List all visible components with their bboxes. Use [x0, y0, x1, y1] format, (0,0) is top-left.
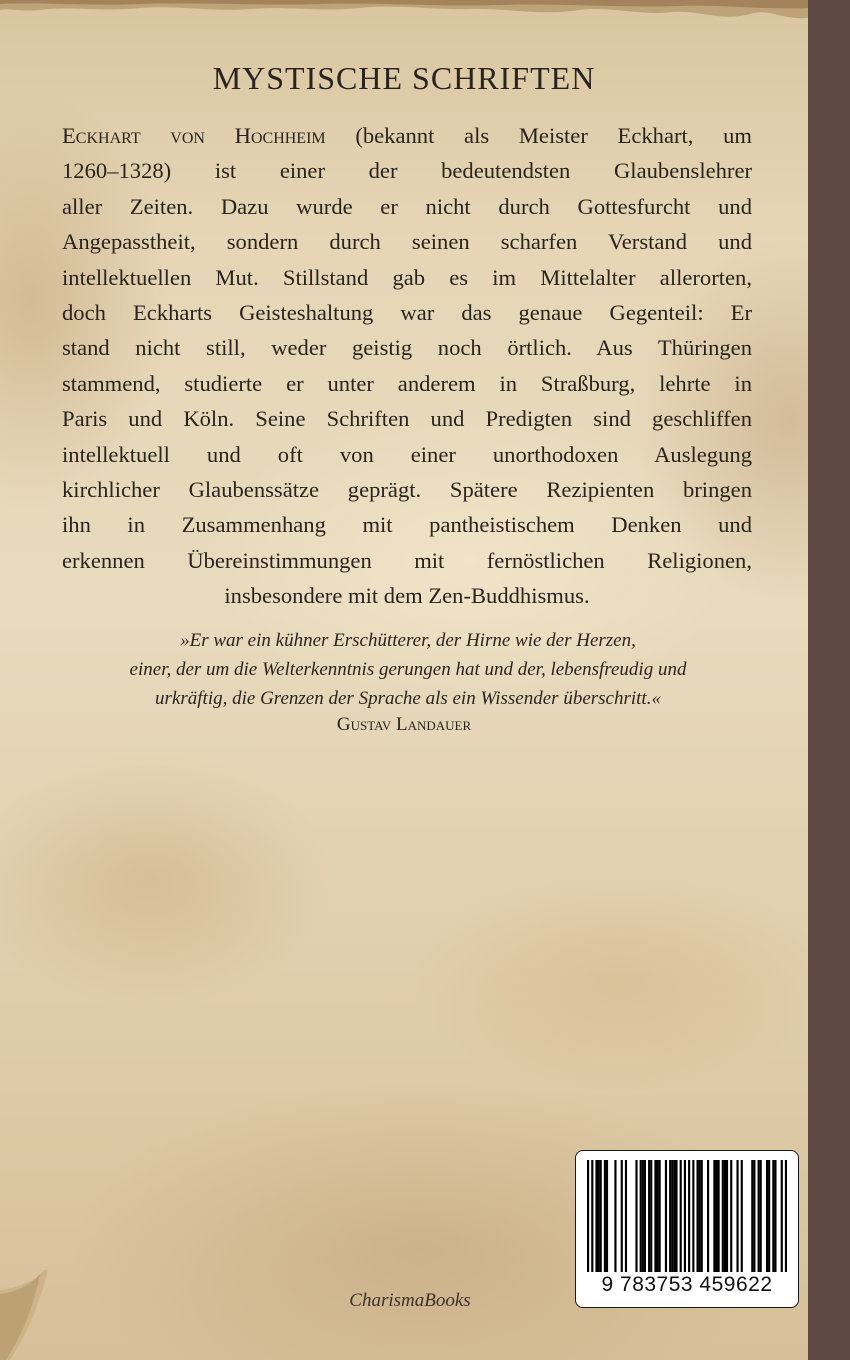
barcode-bar [654, 1160, 656, 1272]
quote-line: »Er war ein kühner Erschütterer, der Hirne wie der Herzen, [180, 630, 636, 651]
barcode-bar [766, 1160, 768, 1272]
barcode-bar [598, 1160, 600, 1272]
barcode-bar [701, 1160, 703, 1272]
blurb-line: stand nicht still, weder geistig noch örtlich. Aus Thüringen [62, 335, 752, 361]
barcode-bars [587, 1160, 787, 1272]
barcode-bar [774, 1160, 776, 1272]
barcode-bar [688, 1160, 690, 1272]
page-corner-curl [0, 1270, 60, 1360]
isbn-number: 9 783753 459622 [601, 1273, 773, 1296]
barcode-bar [760, 1160, 762, 1272]
barcode-bar [772, 1160, 774, 1272]
barcode-bar [614, 1160, 616, 1272]
book-title: MYSTISCHE SCHRIFTEN [212, 60, 596, 96]
barcode-bar [692, 1160, 694, 1272]
barcode-bar [722, 1160, 724, 1272]
blurb-line: 1260–1328) ist einer der bedeutendsten Glaubenslehrer [62, 158, 752, 184]
blurb-line: aller Zeiten. Dazu wurde er nicht durch Gottesfurcht und [62, 193, 752, 219]
blurb-line: intellektuell und oft von einer unorthodoxen Auslegung [62, 441, 752, 467]
blurb-line: intellektuellen Mut. Stillstand gab es im Mittelalter allerorten, [62, 264, 752, 290]
barcode-bar [600, 1160, 602, 1272]
barcode-bar [699, 1160, 701, 1272]
barcode-bar [684, 1160, 686, 1272]
barcode-bar [753, 1160, 755, 1272]
barcode-bar [781, 1160, 783, 1272]
barcode-bar [675, 1160, 677, 1272]
barcode-bar [650, 1160, 652, 1272]
blurb-line: stammend, studierte er unter anderem in Straßburg, lehrte in [62, 370, 752, 396]
torn-top-edge [0, 0, 808, 40]
barcode-bar [648, 1160, 650, 1272]
barcode-bar [730, 1160, 732, 1272]
barcode-bar [768, 1160, 770, 1272]
quote-attribution: Gustav Landauer [336, 714, 472, 735]
author-name: Eckhart von Hochheim [62, 123, 326, 148]
barcode-bar [673, 1160, 675, 1272]
barcode-bar [640, 1160, 642, 1272]
barcode-bar [635, 1160, 637, 1272]
barcode-bar [642, 1160, 644, 1272]
barcode-bar [671, 1160, 673, 1272]
barcode-bar [606, 1160, 608, 1272]
isbn-barcode [575, 1150, 799, 1308]
barcode-bar [718, 1160, 720, 1272]
barcode-bar [656, 1160, 658, 1272]
blurb-line: Angepasstheit, sondern durch seinen scharfen Verstand und [62, 229, 752, 255]
barcode-bar [669, 1160, 671, 1272]
barcode-bar [621, 1160, 623, 1272]
quote-line: einer, der um die Welterkenntnis gerungen hat und der, lebensfreudig und [129, 659, 687, 680]
blurb-line: Paris und Köln. Seine Schriften und Predigten sind geschliffen [62, 406, 752, 432]
barcode-bar [785, 1160, 787, 1272]
blurb-line: erkennen Übereinstimmungen mit fernöstlichen Religionen, [62, 547, 752, 573]
barcode-bar [659, 1160, 661, 1272]
barcode-bar [665, 1160, 667, 1272]
blurb-line: ihn in Zusammenhang mit pantheistischem Denken und [62, 512, 752, 538]
barcode-bar [604, 1160, 606, 1272]
blurb-line: doch Eckharts Geisteshaltung war das genaue Gegenteil: Er [62, 300, 752, 326]
blurb-line: insbesondere mit dem Zen-Buddhismus. [224, 583, 590, 609]
barcode-bar [713, 1160, 715, 1272]
barcode-bar [680, 1160, 682, 1272]
barcode-bar [591, 1160, 593, 1272]
barcode-bar [741, 1160, 743, 1272]
quote-block [60, 626, 756, 713]
book-spine [808, 0, 850, 1360]
barcode-bar [758, 1160, 760, 1272]
barcode-bar [715, 1160, 717, 1272]
barcode-bar [625, 1160, 627, 1272]
publisher-logo: CharismaBooks [349, 1290, 471, 1311]
barcode-bar [726, 1160, 728, 1272]
blurb-line: kirchlicher Glaubenssätze geprägt. Spätere Rezipienten bringen [62, 477, 752, 503]
barcode-bar [751, 1160, 753, 1272]
barcode-bar [724, 1160, 726, 1272]
barcode-bar [587, 1160, 589, 1272]
barcode-bar [644, 1160, 646, 1272]
quote-line: urkräftig, die Grenzen der Sprache als ein Wissender überschritt.« [155, 688, 661, 709]
barcode-bar [736, 1160, 738, 1272]
barcode-bar [595, 1160, 597, 1272]
barcode-bar [707, 1160, 709, 1272]
blurb-line: Eckhart von Hochheim (bekannt als Meister Eckhart, um [62, 123, 752, 148]
blurb-paragraph [62, 118, 752, 614]
barcode-bar [696, 1160, 698, 1272]
